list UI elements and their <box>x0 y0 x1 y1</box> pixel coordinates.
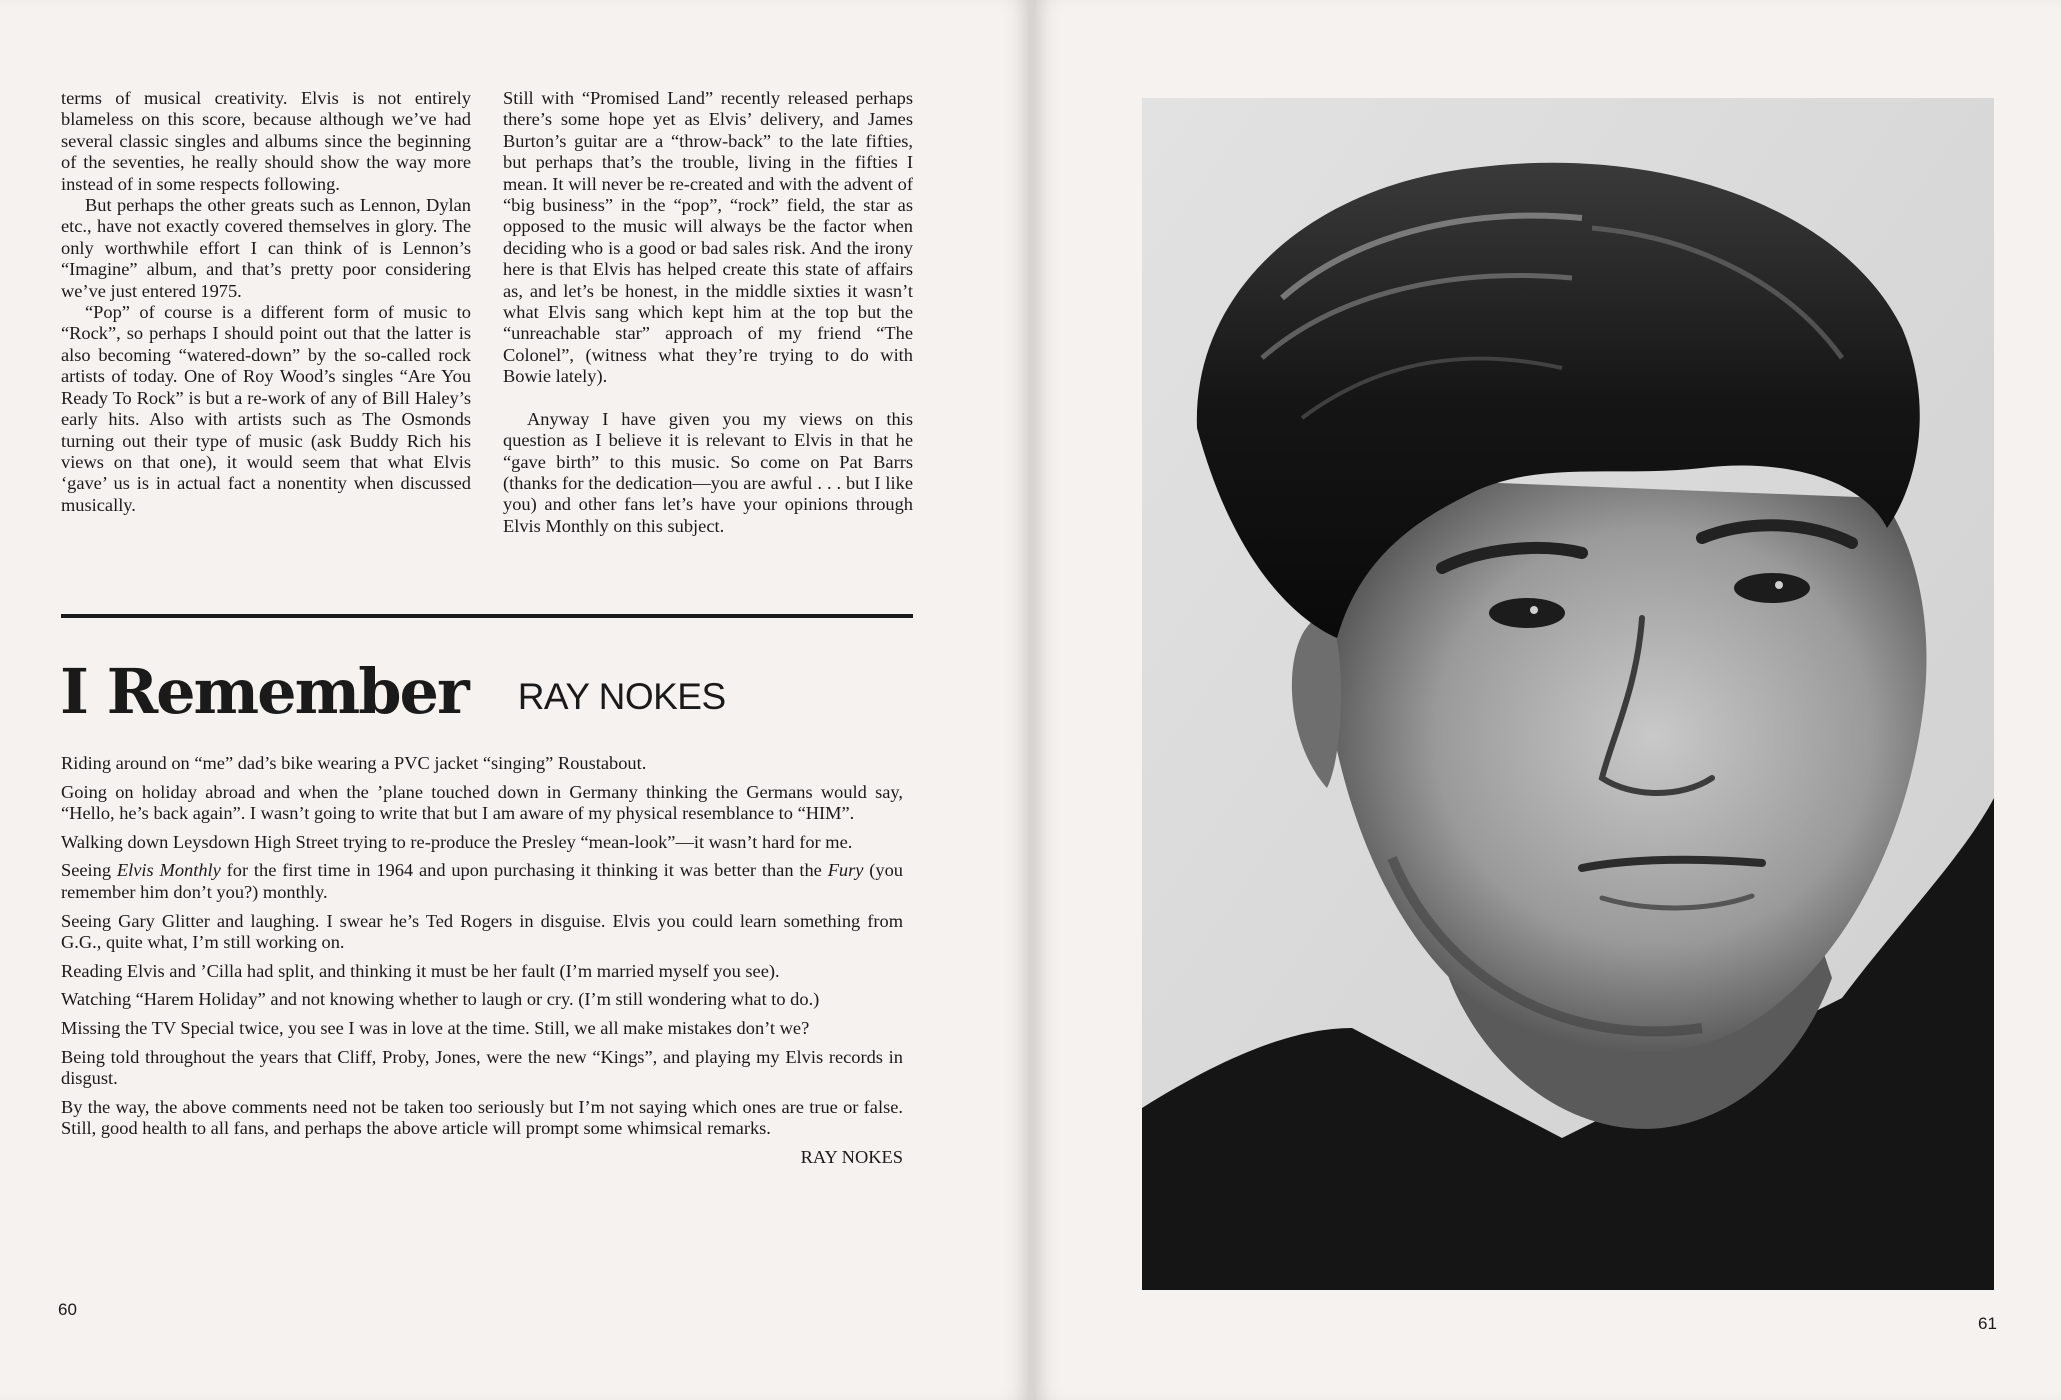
article-body <box>61 753 903 1176</box>
memory-paragraph: Watching “Harem Holiday” and not knowing whether to laugh or cry. (I’m still wondering what to do.) <box>61 989 820 1010</box>
column1-paragraph-2: But perhaps the other greats such as Lennon, Dylan etc., have not exactly covered themselves in glory. The only worthwhile effort I can think of is Lennon’s “Imagine” album, and that’s pretty poor considering we’ve just entered 1975. <box>61 195 471 301</box>
column2-paragraph-1: Still with “Promised Land” recently released perhaps there’s some hope yet as Elvis’ delivery, and James Burton’s guitar are a “throw-back” to the late fifties, but perhaps that’s the trouble, living in the fifties I mean. It will never be re-created and with the advent of “big business” in the “pop”, “rock” field, the star as opposed to the music will always be the factor when deciding who is a good or bad sales risk. And the irony here is that Elvis has helped create this state of affairs as, and let’s be honest, in the middle sixties it wasn’t what Elvis sang which kept him at the top but the “unreachable star” approach of my friend “The Colonel”, (witness what they’re trying to do with Bowie lately). <box>503 88 913 387</box>
column2-paragraph-2: Anyway I have given you my views on this question as I believe it is relevant to Elvis in that he “gave birth” to this music. So come on Pat Barrs (thanks for the dedication—you are awful . . . but I like you) and other fans let’s have your opinions through Elvis Monthly on this subject. <box>503 408 913 536</box>
left-page <box>0 0 1030 1400</box>
memory-paragraph: By the way, the above comments need not be taken too seriously but I’m not saying which ones are true or false. Still, good health to all fans, and perhaps the above article will prompt some whimsical remarks. <box>61 1096 903 1139</box>
page-number-right: 61 <box>1978 1314 1997 1333</box>
portrait-illustration <box>1142 98 1994 1290</box>
article-title: I Remember <box>60 655 468 728</box>
memory-paragraph: Being told throughout the years that Cliff, Proby, Jones, were the new “Kings”, and playing my Elvis records in disgust. <box>61 1046 903 1089</box>
memory-paragraph: Missing the TV Special twice, you see I was in love at the time. Still, we all make mistakes don’t we? <box>61 1017 810 1038</box>
fury-italic: Fury <box>827 860 864 881</box>
memory-paragraph: Seeing Elvis Monthly for the first time in 1964 and upon purchasing it thinking it was better than the Fury (you remember him don’t you?) monthly. <box>61 860 903 902</box>
article-author: RAY NOKES <box>517 676 726 717</box>
column1-paragraph-1: terms of musical creativity. Elvis is not entirely blameless on this score, because although we’ve had several classic singles and albums since the beginning of the seventies, he really should show the way more instead of in some respects following. <box>61 88 471 194</box>
article-column-1 <box>61 88 471 516</box>
elvis-portrait-photo <box>1142 98 1994 1290</box>
column1-paragraph-3: “Pop” of course is a different form of music to “Rock”, so perhaps I should point out that the latter is also becoming “watered-down” by the so-called rock artists of today. One of Roy Wood’s singles “Are You Ready To Rock” is but a re-work of any of Bill Haley’s early hits. Also with artists such as The Osmonds turning out their type of music (ask Buddy Rich his views on that one), it would seem that what Elvis ‘gave’ us is in actual fact a nonentity when discussed musically. <box>61 302 471 515</box>
article-heading <box>60 652 726 732</box>
page-number-left: 60 <box>58 1300 77 1319</box>
memory-paragraph: Going on holiday abroad and when the ’plane touched down in Germany thinking the Germans would say, “Hello, he’s back again”. I wasn’t going to write that but I am aware of my physical resemblance to “HIM”. <box>61 781 903 824</box>
memory-paragraph: Seeing Gary Glitter and laughing. I swear he’s Ted Rogers in disguise. Elvis you could learn something from G.G., quite what, I’m still working on. <box>61 910 903 953</box>
memory-paragraph: Reading Elvis and ’Cilla had split, and thinking it must be her fault (I’m married myself you see). <box>61 960 780 981</box>
article-column-2 <box>503 88 913 537</box>
section-divider-rule <box>61 614 913 618</box>
memory-paragraph: Riding around on “me” dad’s bike wearing a PVC jacket “singing” Roustabout. <box>61 753 647 773</box>
article-signoff: RAY NOKES <box>800 1146 903 1167</box>
memory-paragraph: Walking down Leysdown High Street trying to re-produce the Presley “mean-look”—it wasn’t hard for me. <box>61 831 853 852</box>
magazine-title-italic: Elvis Monthly <box>116 860 221 881</box>
